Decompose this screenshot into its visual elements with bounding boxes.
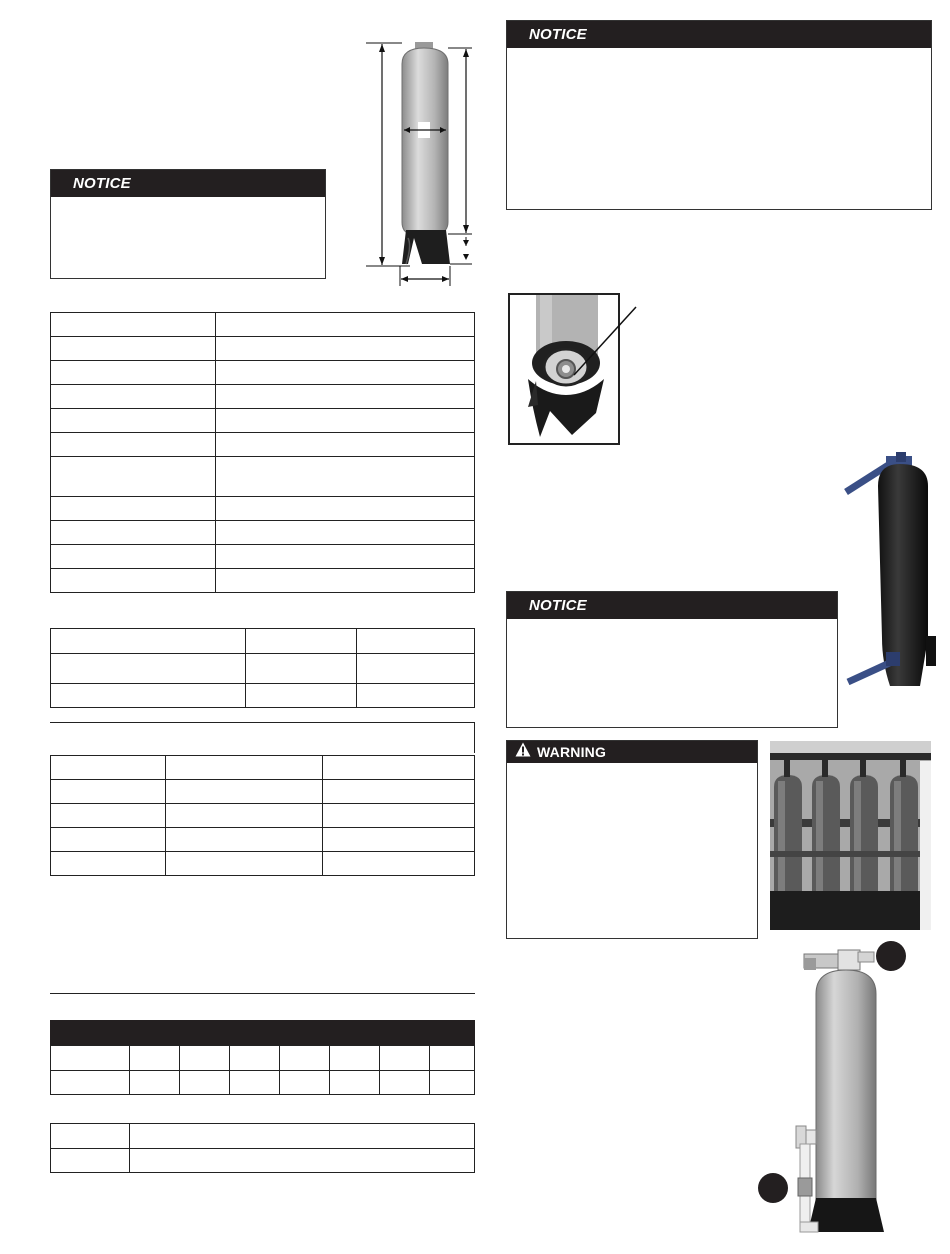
- three-column-table: [50, 628, 475, 708]
- table-cell: [323, 756, 475, 780]
- table-cell: [216, 433, 475, 457]
- table-cell: [180, 1046, 230, 1071]
- table-cell: [230, 1046, 280, 1071]
- table-cell: [51, 1149, 130, 1173]
- table-cell: [166, 780, 323, 804]
- table-cell: [246, 684, 357, 708]
- table-cell: [216, 385, 475, 409]
- table-cell: [246, 654, 357, 684]
- warning-box: [506, 740, 758, 939]
- table-cell: [330, 1071, 380, 1095]
- table-cell: [357, 684, 475, 708]
- table-cell: [166, 828, 323, 852]
- table-cell: [51, 433, 216, 457]
- table-header-bar: [50, 1020, 475, 1045]
- table-cell: [51, 828, 166, 852]
- table-cell: [51, 361, 216, 385]
- table-cell: [216, 409, 475, 433]
- table-cell: [51, 409, 216, 433]
- table-cell: [330, 1046, 380, 1071]
- table-cell: [357, 654, 475, 684]
- table-cell: [216, 569, 475, 593]
- table-cell: [51, 684, 246, 708]
- table-cell: [216, 545, 475, 569]
- notice-title: NOTICE: [51, 170, 325, 197]
- table-cell: [323, 828, 475, 852]
- table-cell: [380, 1071, 430, 1095]
- table-cell: [51, 457, 216, 497]
- table-cell: [430, 1071, 475, 1095]
- table-cell: [130, 1046, 180, 1071]
- table-cell: [51, 756, 166, 780]
- table-cell: [130, 1124, 475, 1149]
- table-cell: [323, 852, 475, 876]
- notice-box-left: [50, 169, 326, 279]
- table-caption-row: [50, 722, 475, 753]
- four-row-table: [50, 755, 475, 876]
- callout-badge-bottom: [758, 1173, 788, 1203]
- table-cell: [180, 1071, 230, 1095]
- table-cell: [166, 756, 323, 780]
- gray-tank-with-bypass-illustration: [760, 940, 940, 1240]
- notice-box-mid-right: [506, 591, 838, 728]
- table-cell: [51, 521, 216, 545]
- table-cell: [51, 1124, 130, 1149]
- table-cell: [51, 497, 216, 521]
- table-cell: [130, 1149, 475, 1173]
- table-cell: [51, 569, 216, 593]
- notice-box-top-right: [506, 20, 932, 210]
- table-cell: [216, 497, 475, 521]
- table-cell: [246, 629, 357, 654]
- table-cell: [216, 457, 475, 497]
- table-cell: [51, 1071, 130, 1095]
- table-cell: [130, 1071, 180, 1095]
- notice-title: NOTICE: [507, 592, 837, 619]
- table-cell: [323, 780, 475, 804]
- callout-badge-top: [876, 941, 906, 971]
- table-cell: [216, 521, 475, 545]
- table-cell: [51, 385, 216, 409]
- eight-column-table: [50, 1045, 475, 1095]
- table-cell: [51, 780, 166, 804]
- table-cell: [230, 1071, 280, 1095]
- table-cell: [280, 1046, 330, 1071]
- table-cell: [51, 654, 246, 684]
- multi-tank-installation-photo: [770, 741, 931, 930]
- notice-title: NOTICE: [507, 21, 931, 48]
- tank-dimension-diagram: [362, 34, 492, 292]
- table-cell: [280, 1071, 330, 1095]
- table-cell: [51, 804, 166, 828]
- table-cell: [51, 313, 216, 337]
- table-cell: [51, 852, 166, 876]
- table-cell: [51, 337, 216, 361]
- table-cell: [51, 629, 246, 654]
- leader-line: [560, 305, 640, 385]
- table-cell: [216, 313, 475, 337]
- table-cell: [430, 1046, 475, 1071]
- table-cell: [51, 1046, 130, 1071]
- warning-triangle-icon: [515, 741, 531, 763]
- table-cell: [357, 629, 475, 654]
- section-divider: [50, 993, 475, 994]
- spec-table: [50, 312, 475, 593]
- table-cell: [166, 804, 323, 828]
- table-cell: [323, 804, 475, 828]
- table-cell: [51, 545, 216, 569]
- black-tank-with-piping-illustration: [838, 450, 938, 695]
- table-cell: [216, 361, 475, 385]
- warning-title: WARNING: [537, 744, 607, 760]
- table-cell: [380, 1046, 430, 1071]
- bottom-table: [50, 1123, 475, 1173]
- table-cell: [166, 852, 323, 876]
- table-cell: [216, 337, 475, 361]
